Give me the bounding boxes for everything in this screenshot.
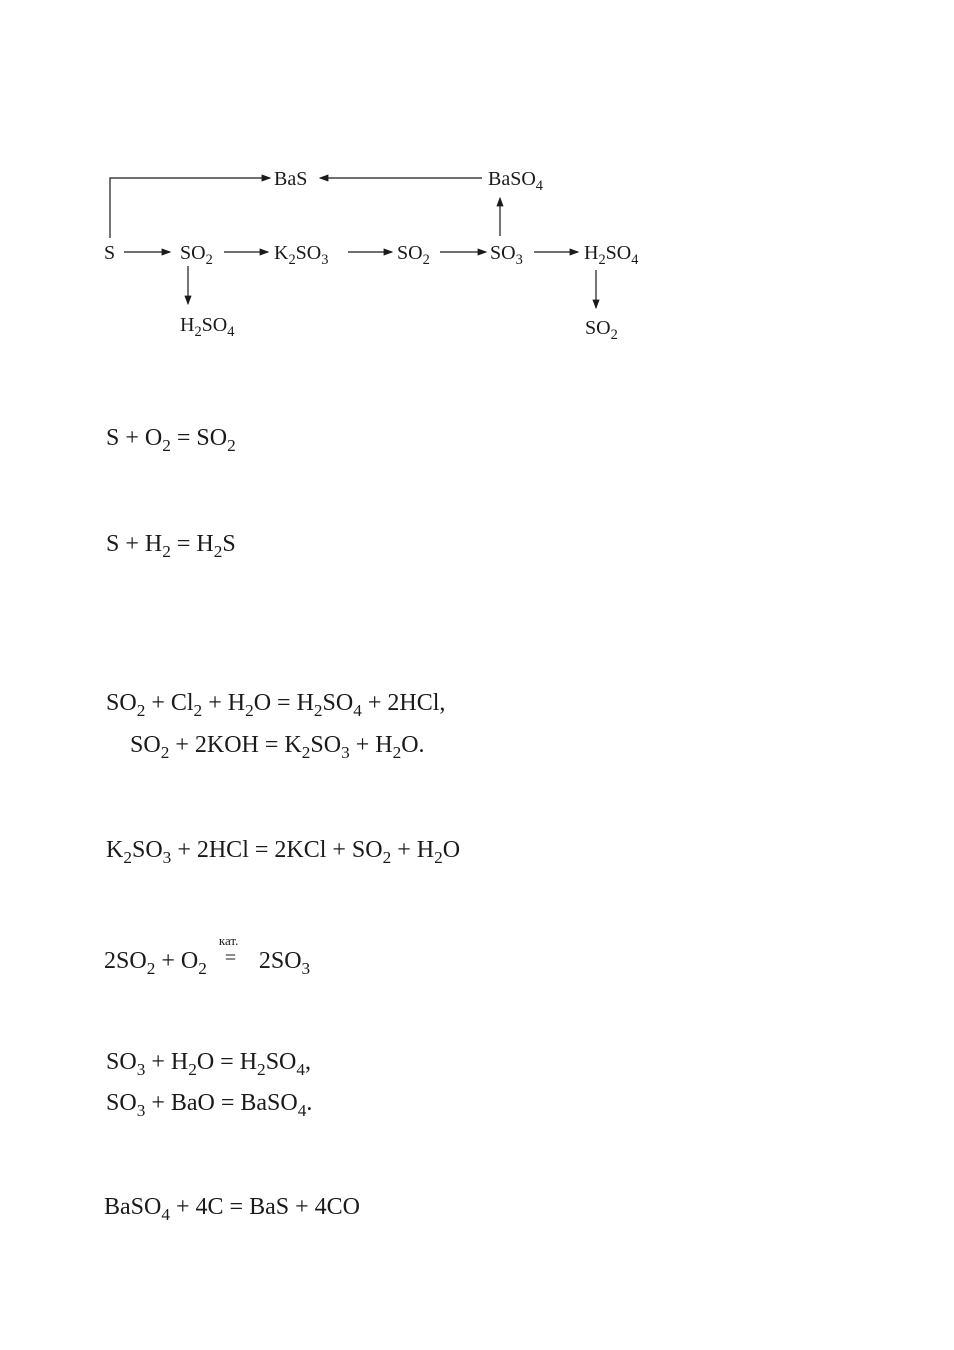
equation-3: $SO_2 + Cl_2 + H_2O = H_2SO_4 + 2HCl$,: [106, 690, 446, 721]
node-so2: $SO_2$: [180, 242, 213, 269]
equation-5: $K_2SO_3 + 2HCl = 2KCl + SO_2 + H_2O$: [106, 837, 461, 868]
node-h2so4: $H_2SO_4$: [584, 242, 639, 269]
arrow-s-to-bas: [110, 178, 270, 238]
transformation-scheme: [0, 0, 954, 380]
node-so2-second: $SO_2$: [397, 242, 430, 269]
node-k2so3: $K_2SO_3$: [274, 242, 329, 269]
node-bas: BaS: [274, 168, 308, 190]
equation-4: $SO_2 + 2KOH = K_2SO_3 + H_2O$.: [130, 732, 425, 763]
equation-6: $2SO_2 + O_2$ кат. = $2SO_3$: [104, 933, 311, 979]
catalyst-label: кат.: [218, 933, 239, 948]
equation-9: BaSO$_4$ + 4C = BaS + 4CO: [104, 1194, 360, 1225]
node-so2-lower: $SO_2$: [585, 317, 618, 344]
node-baso4: BaSO$_4$: [488, 168, 543, 195]
node-h2so4-lower: $H_2SO_4$: [180, 314, 235, 341]
scheme-arrows: [0, 0, 954, 380]
catalyst-equals-sign: кат. =: [218, 933, 239, 969]
equation-8: $SO_3$ + BaO = BaSO$_4$.: [106, 1090, 313, 1121]
node-so3: $SO_3$: [490, 242, 523, 269]
equation-1: $S + O_2 = SO_2$: [106, 425, 236, 456]
equation-2: $S + H_2 = H_2S$: [106, 531, 236, 562]
equation-7: $SO_3 + H_2O = H_2SO_4$,: [106, 1049, 312, 1080]
node-s: S: [104, 242, 116, 264]
